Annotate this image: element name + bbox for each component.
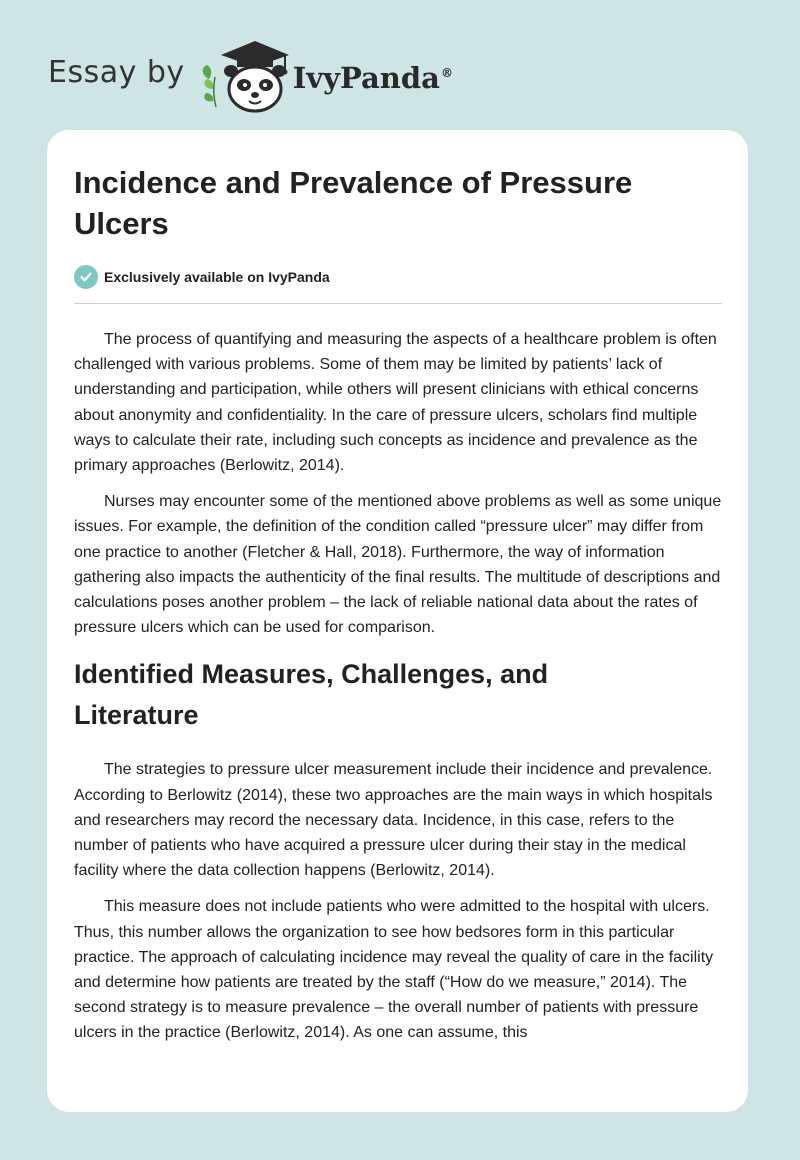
brand-name-text: IvyPanda [292,61,440,95]
ivypanda-brand-name[interactable] [293,61,453,95]
exclusive-badge [74,265,722,289]
registered-mark: ® [440,66,453,81]
ivypanda-logo-icon[interactable] [199,37,291,115]
essay-by-label: Essay by [48,54,185,90]
paragraph: This measure does not include patients who were admitted to the hospital with ulcers. Thus, this number allows the organization to see how bedsores form in this particular practice. The approach of calculating incidence may reveal the quality of care in the facility and determine how patients are treated by the staff (“How do we measure,” 2014). The second strategy is to measure prevalence – the overall number of patients with pressure ulcers in the practice (Berlowitz, 2014). As one can assume, this [74,898,714,1042]
exclusive-label: Exclusively available on IvyPanda [104,269,330,285]
title-divider [74,303,722,304]
check-circle-icon [74,265,98,289]
paragraph: The process of quantifying and measuring the aspects of a healthcare problem is often challenged with various problems. Some of them may be limited by patients’ lack of understanding and participation, while others will present clinicians with ethical concerns about anonymity and confidentiality. In the care of pressure ulcers, scholars find multiple ways to calculate their rate, including such concepts as incidence and prevalence as the primary approaches (Berlowitz, 2014). [74,331,717,475]
paragraph: The strategies to pressure ulcer measurement include their incidence and prevalence. According to Berlowitz (2014), these two approaches are the main ways in which hospitals and researchers may record the necessary data. Incidence, in this case, refers to the number of patients who have acquired a pressure ulcer during their stay in the medical facility where the data collection happens (Berlowitz, 2014). [74,761,713,880]
paragraph: Nurses may encounter some of the mentioned above problems as well as some unique issues. For example, the definition of the condition called “pressure ulcer” may differ from one practice to another (Fletcher & Hall, 2018). Furthermore, the way of information gathering also impacts the authenticity of the final results. The multitude of descriptions and calculations poses another problem – the lack of reliable national data about the rates of pressure ulcers which can be used for comparison. [74,493,722,637]
section-heading: Identified Measures, Challenges, and Literature [74,659,549,731]
site-header [48,36,453,116]
essay-body [74,327,722,1046]
essay-card [47,130,748,1112]
essay-title: Incidence and Prevalence of Pressure Ulcers [74,165,633,241]
